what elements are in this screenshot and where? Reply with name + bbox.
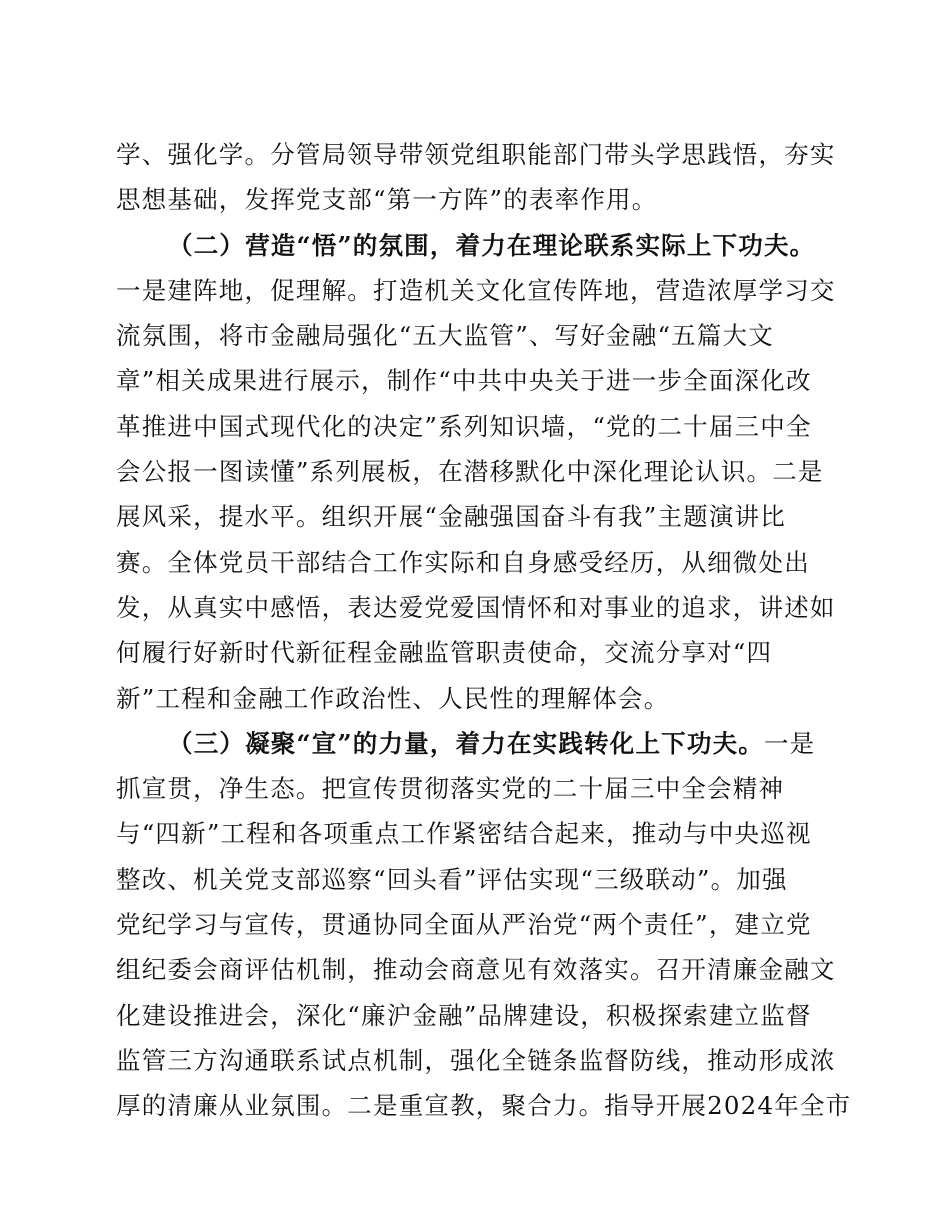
text-line: 流氛围，将市金融局强化“五大监管”、写好金融“五篇大文 xyxy=(116,321,774,351)
text-line: 厚的清廉从业氛围。二是重宣教，聚合力。指导开展2024年全市 xyxy=(116,1091,852,1121)
text-line: 赛。全体党员干部结合工作实际和自身感受经历，从细微处出 xyxy=(116,547,810,577)
text-line: 党纪学习与宣传，贯通协同全面从严治党“两个责任”，建立党 xyxy=(116,910,812,940)
text-line: 学、强化学。分管局领导带领党组职能部门带头学思践悟，夯实 xyxy=(116,140,836,169)
text-line: 章”相关成果进行展示，制作“中共中央关于进一步全面深化改 xyxy=(116,366,812,396)
text-line: 展风采，提水平。组织开展“金融强国奋斗有我”主题演讲比 xyxy=(116,502,786,532)
body-text xyxy=(116,132,852,1129)
text-run: 一是 xyxy=(763,728,816,758)
text-line: 抓宣贯，净生态。把宣传贯彻落实党的二十届三中全会精神 xyxy=(116,774,785,804)
text-line: 与“四新”工程和各项重点工作紧密结合起来，推动与中央巡视 xyxy=(116,819,812,849)
text-line: 会公报一图读懂”系列展板，在潜移默化中深化理论认识。二是 xyxy=(116,457,824,487)
text-line: 整改、机关党支部巡察“回头看”评估实现“三级联动”。加强 xyxy=(116,864,788,894)
text-line: 革推进中国式现代化的决定”系列知识墙，“党的二十届三中全 xyxy=(116,411,812,441)
text-line: 一是建阵地，促理解。打造机关文化宣传阵地，营造浓厚学习交 xyxy=(116,275,836,305)
section-heading-line xyxy=(116,223,836,268)
text-line: 组纪委会商评估机制，推动会商意见有效落实。召开清廉金融文 xyxy=(116,955,836,985)
text-line: 新”工程和金融工作政治性、人民性的理解体会。 xyxy=(116,683,670,713)
section-heading-line xyxy=(116,721,836,766)
text-line: 化建设推进会，深化“廉沪金融”品牌建设，积极探索建立监督 xyxy=(116,1000,812,1030)
text-line: 发，从真实中感悟，表达爱党爱国情怀和对事业的追求，讲述如 xyxy=(116,592,836,622)
section-heading: （三）凝聚“宣”的力量，着力在实践转化上下功夫。 xyxy=(168,728,764,758)
section-heading: （二）营造“悟”的氛围，着力在理论联系实际上下功夫。 xyxy=(168,230,816,260)
text-line: 思想基础，发挥党支部“第一方阵”的表率作用。 xyxy=(116,185,658,215)
text-line: 何履行好新时代新征程金融监管职责使命，交流分享对“四 xyxy=(116,638,773,668)
text-line: 监管三方沟通联系试点机制，强化全链条监督防线，推动形成浓 xyxy=(116,1045,836,1075)
